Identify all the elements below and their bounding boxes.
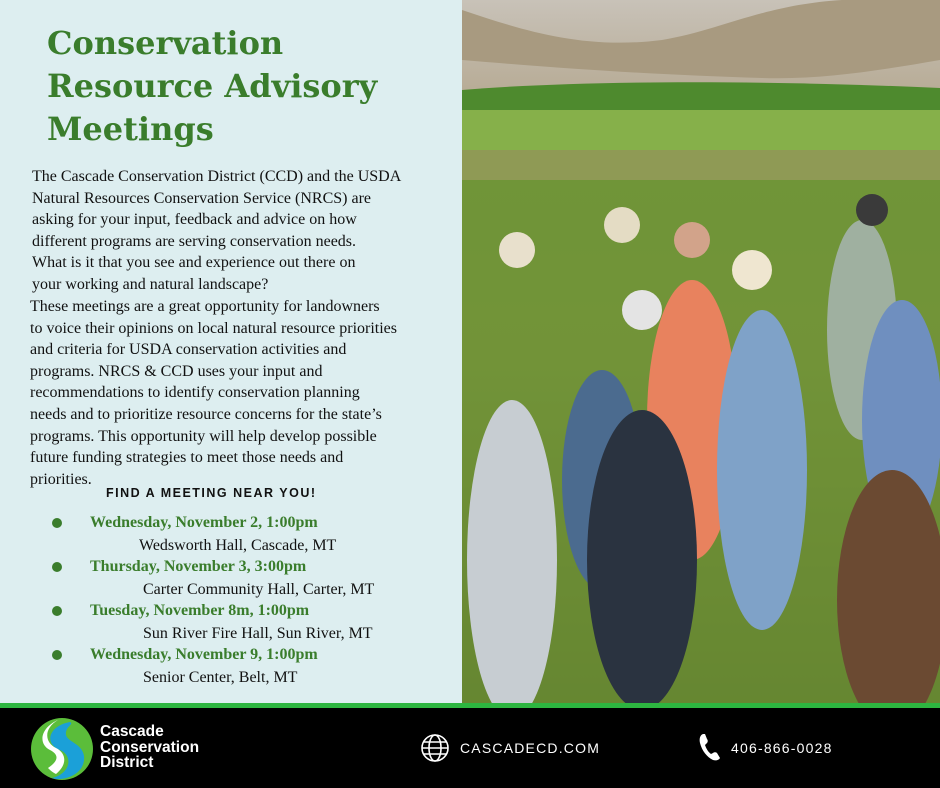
- text-line: The Cascade Conservation District (CCD) and the USDA: [32, 168, 402, 185]
- meeting-item: [0, 512, 462, 556]
- bullet-icon: [52, 650, 62, 660]
- logo-line: District: [100, 754, 154, 771]
- text-line: These meetings are a great opportunity for landowners: [30, 298, 380, 315]
- district-logo-icon: [30, 716, 94, 782]
- find-meeting-heading: FIND A MEETING NEAR YOU!: [106, 486, 317, 500]
- intro-paragraph: [32, 166, 401, 296]
- text-line: to voice their opinions on local natural resource priorities: [30, 319, 397, 337]
- logo-line: Conservation: [100, 738, 200, 756]
- info-panel: [0, 0, 462, 703]
- text-line: your working and natural landscape?: [32, 275, 269, 293]
- text-line: future funding strategies to meet those needs and: [30, 449, 344, 467]
- text-line: What is it that you see and experience out there on: [32, 254, 356, 272]
- body-paragraph: [30, 296, 397, 490]
- meeting-date: Wednesday, November 2, 1:00pm: [90, 514, 318, 531]
- district-logo-text: [100, 724, 199, 771]
- logo-line: Cascade: [100, 723, 164, 740]
- meeting-location: Wedsworth Hall, Cascade, MT: [139, 537, 337, 554]
- page-title: [47, 22, 447, 151]
- text-line: needs and to prioritize resource concerns for the state’s: [30, 405, 382, 423]
- meeting-date: Wednesday, November 9, 1:00pm: [90, 646, 318, 663]
- text-line: Natural Resources Conservation Service (NRCS) are: [32, 189, 372, 207]
- meeting-location: Sun River Fire Hall, Sun River, MT: [143, 625, 373, 642]
- website-link[interactable]: CASCADECD.COM: [460, 740, 601, 756]
- title-line: Resource Advisory: [47, 67, 378, 105]
- meeting-item: [0, 644, 462, 688]
- meeting-location: Carter Community Hall, Carter, MT: [143, 581, 375, 598]
- phone-number[interactable]: 406-866-0028: [731, 740, 833, 756]
- phone-icon: [698, 732, 724, 762]
- meeting-item: [0, 556, 462, 600]
- meeting-item: [0, 600, 462, 644]
- globe-icon: [420, 733, 450, 763]
- text-line: priorities.: [30, 470, 92, 488]
- bullet-icon: [52, 606, 62, 616]
- text-line: different programs are serving conservation needs.: [32, 232, 357, 250]
- field-meeting-photo: [462, 0, 940, 703]
- text-line: recommendations to identify conservation planning: [30, 384, 360, 402]
- meeting-location: Senior Center, Belt, MT: [143, 669, 298, 686]
- title-line: Meetings: [47, 110, 214, 148]
- text-line: programs. NRCS & CCD uses your input and: [30, 362, 323, 380]
- bullet-icon: [52, 518, 62, 528]
- text-line: asking for your input, feedback and advice on how: [32, 211, 357, 229]
- title-line: Conservation: [47, 24, 284, 62]
- footer: [0, 708, 940, 788]
- bullet-icon: [52, 562, 62, 572]
- text-line: programs. This opportunity will help develop possible: [30, 427, 377, 445]
- meeting-date: Thursday, November 3, 3:00pm: [90, 558, 307, 575]
- meeting-date: Tuesday, November 8m, 1:00pm: [90, 602, 310, 619]
- text-line: and criteria for USDA conservation activities and: [30, 341, 347, 359]
